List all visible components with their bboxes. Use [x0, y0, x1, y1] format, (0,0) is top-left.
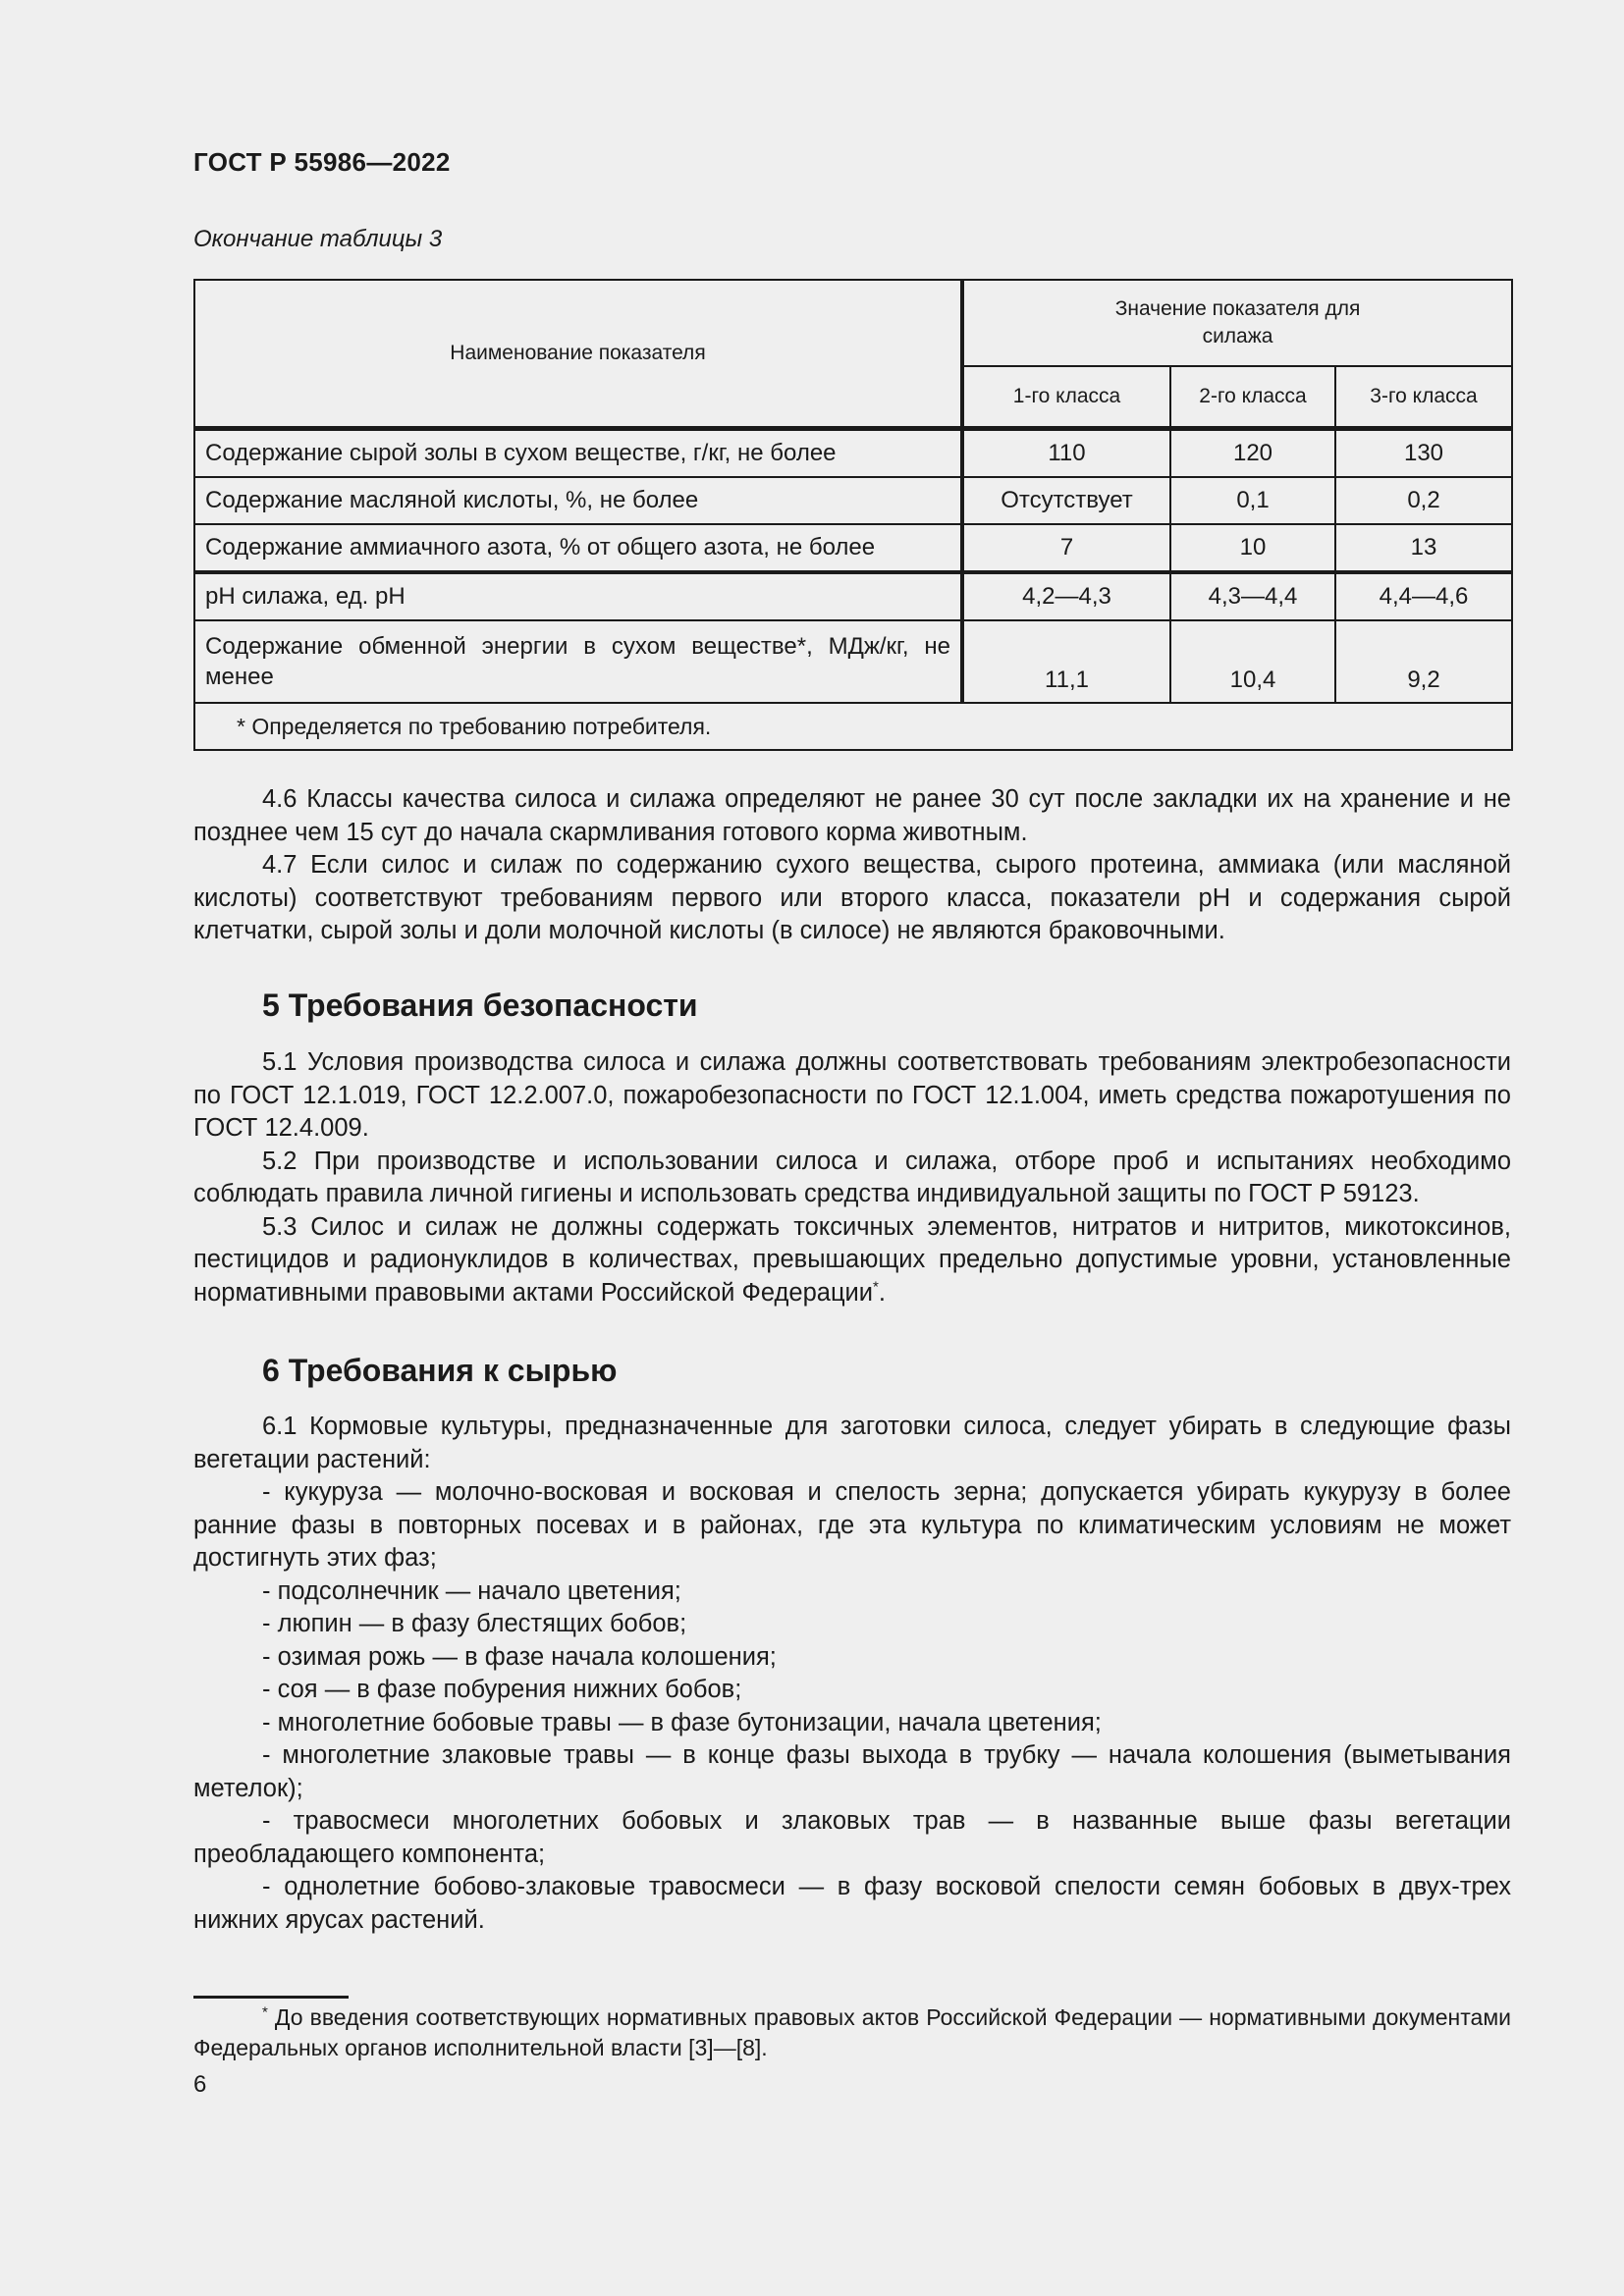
list-item: - однолетние бобово-злаковые травосмеси — в фазу восковой спелости семян бобовых в двух-трех нижних ярусах растений. [193, 1873, 1511, 1934]
page-footnote [193, 2002, 1511, 2063]
list-item: - многолетние бобовые травы — в фазе бутонизации, начала цветения; [262, 1708, 1102, 1736]
footnote-text: До введения соответствующих нормативных правовых актов Российской Федерации — нормативными документами Федеральных органов исполнительной власти [3]—[8]. [193, 2004, 1511, 2060]
cell-class2: 4,3—4,4 [1170, 572, 1335, 620]
table-caption: Окончание таблицы 3 [193, 226, 443, 252]
list-item: - озимая рожь — в фазе начала колошения; [262, 1642, 777, 1671]
list-item: - многолетние злаковые травы — в конце фазы выхода в трубку — начала колошения (выметывания метелок); [193, 1741, 1511, 1802]
col-header-name: Наименование показателя [194, 280, 962, 429]
cell-class1: 4,2—4,3 [962, 572, 1170, 620]
document-header: ГОСТ Р 55986—2022 [193, 147, 451, 177]
col-header-class3: 3-го класса [1335, 366, 1512, 429]
list-item: - соя — в фазе побурения нижних бобов; [262, 1676, 742, 1703]
page-number: 6 [193, 2071, 207, 2098]
cell-class3: 13 [1335, 524, 1512, 572]
cell-class2: 10 [1170, 524, 1335, 572]
cell-class3: 130 [1335, 429, 1512, 478]
section-4-text [193, 783, 1511, 948]
col-header-group-text: Значение показателя для силажа [1114, 297, 1361, 347]
cell-class1: Отсутствует [962, 477, 1170, 524]
table-row [194, 477, 1512, 524]
paragraph-6-1: 6.1 Кормовые культуры, предназначенные для заготовки силоса, следует убирать в следующие фазы вегетации растений: [193, 1413, 1511, 1473]
cell-class1: 7 [962, 524, 1170, 572]
cell-class3: 9,2 [1335, 620, 1512, 703]
table-footnote-row [194, 703, 1512, 750]
table-3 [193, 279, 1513, 751]
paragraph-5-3-text: 5.3 Силос и силаж не должны содержать токсичных элементов, нитратов и нитритов, микотоксинов, пестицидов и радионуклидов в количествах, превышающих предельно допустимые уровни, установленные нормативными правовыми актами Российской Федерации [193, 1212, 1511, 1307]
cell-name: pH силажа, ед. pH [194, 572, 962, 620]
footnote-marker: * [873, 1278, 879, 1295]
table-row [194, 572, 1512, 620]
cell-name: Содержание масляной кислоты, %, не более [194, 477, 962, 524]
cell-class2: 0,1 [1170, 477, 1335, 524]
document-page [193, 0, 1511, 2296]
col-header-class2: 2-го класса [1170, 366, 1335, 429]
col-header-group [962, 280, 1512, 366]
paragraph-5-1: 5.1 Условия производства силоса и силажа должны соответствовать требованиям электробезопасности по ГОСТ 12.1.019, ГОСТ 12.2.007.0, пожаробезопасности по ГОСТ 12.1.004, иметь средства пожаротушения по ГОСТ 12.4.009. [193, 1048, 1511, 1142]
paragraph-5-2: 5.2 При производстве и использовании силоса и силажа, отборе проб и испытаниях необходимо соблюдать правила личной гигиены и использовать средства индивидуальной защиты по ГОСТ Р 59123. [193, 1147, 1511, 1207]
cell-class1: 11,1 [962, 620, 1170, 703]
section-6-heading: 6 Требования к сырью [262, 1353, 618, 1388]
footnote-divider [193, 1996, 349, 1999]
table-footnote: * Определяется по требованию потребителя. [194, 703, 1512, 750]
section-6-text [193, 1411, 1511, 1937]
cell-class3: 0,2 [1335, 477, 1512, 524]
cell-class2: 120 [1170, 429, 1335, 478]
section-5-text [193, 1046, 1511, 1309]
cell-class2: 10,4 [1170, 620, 1335, 703]
paragraph-5-3-end: . [878, 1278, 886, 1307]
list-item: - травосмеси многолетних бобовых и злаковых трав — в названные выше фазы вегетации преобладающего компонента; [193, 1807, 1511, 1868]
footnote-paragraph [193, 2002, 1511, 2063]
cell-class1: 110 [962, 429, 1170, 478]
col-header-class1: 1-го класса [962, 366, 1170, 429]
footnote-mark: * [262, 2003, 268, 2021]
table-row [194, 429, 1512, 478]
section-5-heading: 5 Требования безопасности [262, 988, 698, 1023]
table-row [194, 524, 1512, 572]
paragraph-4-6: 4.6 Классы качества силоса и силажа определяют не ранее 30 сут после закладки их на хранение и не позднее чем 15 сут до начала скармливания готового корма животным. [193, 785, 1511, 846]
list-item: - кукуруза — молочно-восковая и восковая и спелость зерна; допускается убирать кукурузу в более ранние фазы в повторных посевах и в районах, где эта культура по климатическим условиям не может достигнуть этих фаз; [193, 1478, 1511, 1572]
list-item: - люпин — в фазу блестящих бобов; [262, 1610, 687, 1637]
cell-name: Содержание сырой золы в сухом веществе, г/кг, не более [194, 429, 962, 478]
cell-name: Содержание обменной энергии в сухом веществе*, МДж/кг, не менее [194, 620, 962, 703]
cell-class3: 4,4—4,6 [1335, 572, 1512, 620]
paragraph-4-7: 4.7 Если силос и силаж по содержанию сухого вещества, сырого протеина, аммиака (или масляной кислоты) соответствуют требованиям первого или второго класса, показатели pH и содержания сырой клетчатки, сырой золы и доли молочной кислоты (в силосе) не являются браковочными. [193, 851, 1511, 944]
table-row [194, 620, 1512, 703]
cell-name: Содержание аммиачного азота, % от общего азота, не более [194, 524, 962, 572]
paragraph-5-3 [193, 1211, 1511, 1310]
list-item: - подсолнечник — начало цветения; [262, 1576, 681, 1605]
